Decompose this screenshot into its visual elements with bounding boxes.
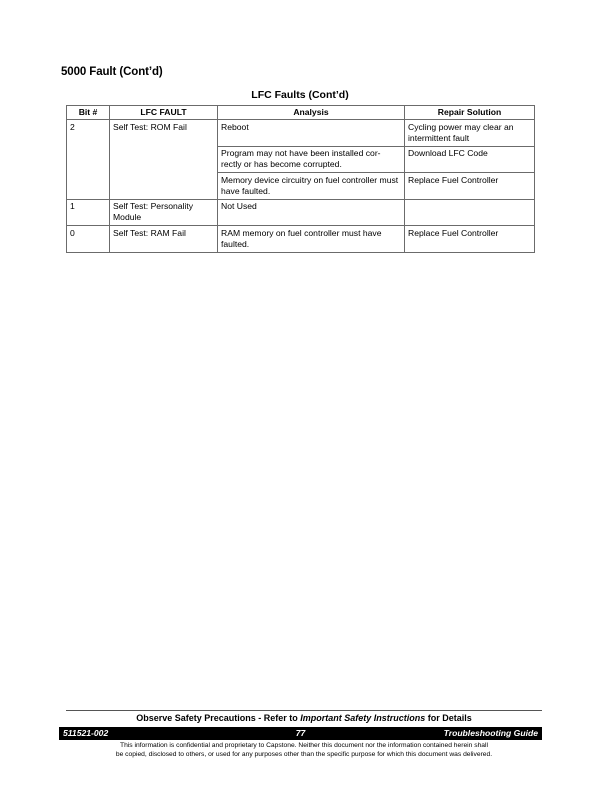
fault-cell: Self Test: RAM Fail xyxy=(110,226,218,253)
column-header-lfc-fault: LFC FAULT xyxy=(110,106,218,120)
table-header-row xyxy=(67,106,535,120)
analysis-cell: Not Used xyxy=(218,199,405,226)
table-title: LFC Faults (Cont’d) xyxy=(251,89,349,101)
fault-cell: Self Test: Personality Module xyxy=(110,199,218,226)
analysis-cell: RAM memory on fuel controller must have faulted. xyxy=(218,226,405,253)
section-heading: 5000 Fault (Cont’d) xyxy=(61,66,163,78)
lfc-faults-table xyxy=(66,105,535,253)
page-number: 77 xyxy=(295,728,306,738)
guide-title: Troubleshooting Guide xyxy=(443,728,538,738)
table-row xyxy=(67,226,535,253)
safety-suffix: for Details xyxy=(425,713,472,723)
repair-cell xyxy=(405,199,535,226)
repair-cell: Cycling power may clear an intermittent fault xyxy=(405,120,535,147)
bit-cell: 2 xyxy=(67,120,110,200)
repair-cell: Download LFC Code xyxy=(405,146,535,173)
footer-bar xyxy=(59,727,542,740)
confidentiality-notice xyxy=(66,742,542,759)
column-header-analysis: Analysis xyxy=(218,106,405,120)
document-number: 511521-002 xyxy=(63,728,109,738)
column-header-repair-solution: Repair Solution xyxy=(405,106,535,120)
confidentiality-line-2: be copied, disclosed to others, or used for any purposes other than the specific purpose for which this document was delivered. xyxy=(115,750,493,758)
repair-cell: Replace Fuel Controller xyxy=(405,173,535,200)
table-row xyxy=(67,120,535,147)
analysis-cell: Reboot xyxy=(218,120,405,147)
safety-prefix: Observe Safety Precautions - Refer to xyxy=(136,713,301,723)
column-header-bit: Bit # xyxy=(67,106,110,120)
bit-cell: 0 xyxy=(67,226,110,253)
table-row xyxy=(67,199,535,226)
confidentiality-line-1: This information is confidential and proprietary to Capstone. Neither this document nor the information contained herein shall xyxy=(119,742,488,749)
repair-cell: Replace Fuel Controller xyxy=(405,226,535,253)
analysis-cell: Memory device circuitry on fuel controller must have faulted. xyxy=(218,173,405,200)
safety-notice xyxy=(66,710,542,723)
fault-cell: Self Test: ROM Fail xyxy=(110,120,218,200)
bit-cell: 1 xyxy=(67,199,110,226)
safety-emphasis: Important Safety Instructions xyxy=(300,713,426,723)
analysis-cell: Program may not have been installed cor-rectly or has become corrupted. xyxy=(218,146,405,173)
